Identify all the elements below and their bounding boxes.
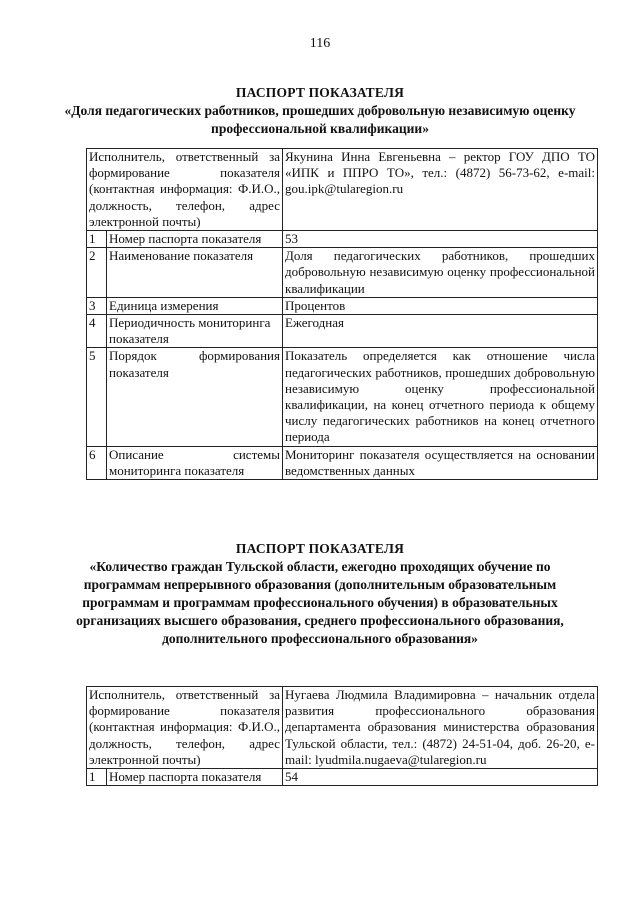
row-number: 4: [87, 315, 107, 348]
executor-value: Нугаева Людмила Владимировна – начальник отдела развития профессионального образования департамента образования министерства образования Тульской области, тел.: (4872) 24-51-04, доб. 26-20, e-mail: lyudmila.nugaeva@tularegion.ru: [283, 687, 598, 769]
table-row: [87, 248, 598, 298]
passport-table-2: [86, 686, 598, 786]
row-number: 1: [87, 769, 107, 786]
row-number: 6: [87, 446, 107, 479]
row-label: Периодичность мониторинга показателя: [107, 315, 283, 348]
row-label: Единица измерения: [107, 297, 283, 314]
table-row: [87, 348, 598, 446]
row-number: 5: [87, 348, 107, 446]
passport-heading: ПАСПОРТ ПОКАЗАТЕЛЯ: [235, 85, 405, 100]
passport-subtitle: «Количество граждан Тульской области, ежегодно проходящих обучение по программам непрерывного образования (дополнительным образовательным программам и программам профессионального обучения) в образовательных организациях высшего образования, среднего профессионального образования, дополнительного профессионального образования»: [76, 559, 564, 646]
passport-title-2: [60, 540, 580, 648]
page-number: 116: [309, 36, 331, 51]
executor-label: Исполнитель, ответственный за формирование показателя (контактная информация: Ф.И.О., должность, телефон, адрес электронной почты): [87, 687, 283, 769]
executor-value: Якунина Инна Евгеньевна – ректор ГОУ ДПО ТО «ИПК и ППРО ТО», тел.: (4872) 56-73-62, e-mail: gou.ipk@tularegion.ru: [283, 149, 598, 231]
row-label: Номер паспорта показателя: [107, 231, 283, 248]
passport-title-1: [60, 84, 580, 138]
row-value: Процентов: [283, 297, 598, 314]
row-label: Порядок формирования показателя: [107, 348, 283, 446]
row-number: 2: [87, 248, 107, 298]
table-row: [87, 315, 598, 348]
row-label: Номер паспорта показателя: [107, 769, 283, 786]
row-number: 1: [87, 231, 107, 248]
table-row: [87, 446, 598, 479]
table-row: [87, 769, 598, 786]
row-label: Наименование показателя: [107, 248, 283, 298]
passport-subtitle: «Доля педагогических работников, прошедших добровольную независимую оценку профессиональной квалификации»: [64, 103, 576, 136]
row-value: Ежегодная: [283, 315, 598, 348]
table-row: [87, 149, 598, 231]
row-value: Показатель определяется как отношение числа педагогических работников, прошедших добровольную независимую оценку профессиональной квалификации, на конец отчетного периода к общему числу педагогических работников на конец отчетного периода: [283, 348, 598, 446]
row-value: 53: [283, 231, 598, 248]
table-row: [87, 687, 598, 769]
row-label: Описание системы мониторинга показателя: [107, 446, 283, 479]
row-value: Доля педагогических работников, прошедших добровольную независимую оценку профессиональной квалификации: [283, 248, 598, 298]
row-number: 3: [87, 297, 107, 314]
row-value: 54: [283, 769, 598, 786]
table-row: [87, 231, 598, 248]
executor-label: Исполнитель, ответственный за формирование показателя (контактная информация: Ф.И.О., должность, телефон, адрес электронной почты): [87, 149, 283, 231]
row-value: Мониторинг показателя осуществляется на основании ведомственных данных: [283, 446, 598, 479]
passport-heading: ПАСПОРТ ПОКАЗАТЕЛЯ: [235, 541, 405, 556]
table-row: [87, 297, 598, 314]
passport-table-1: [86, 148, 598, 480]
